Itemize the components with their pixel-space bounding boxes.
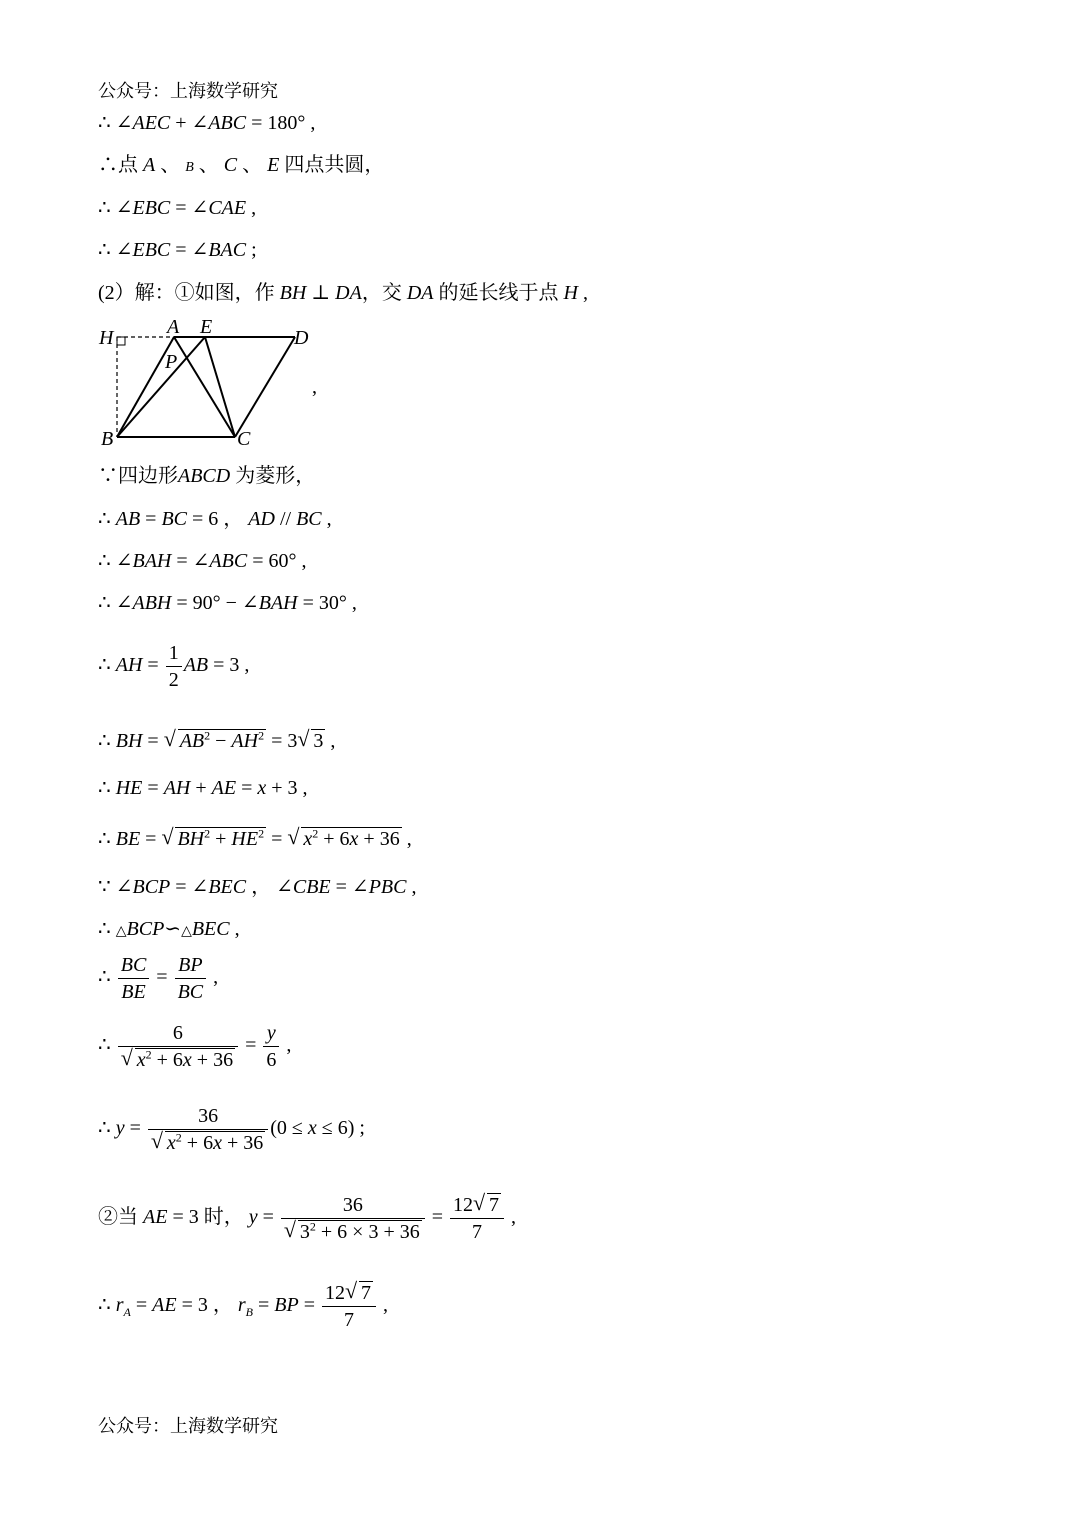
step-radii: ∴ $r_A$ = AE = 3 ， $r_B$ = BP = $\frac{12√ 7}{7}$ , — [98, 1280, 388, 1333]
step-angle-bah: ∴ ∠BAH = ∠ABC = 60° , — [98, 550, 307, 572]
label-e: E — [200, 316, 213, 338]
page-footer: 公众号：上海数学研究 — [98, 1416, 278, 1436]
label-h: H — [99, 327, 114, 349]
step-line-4: ∴ ∠EBC = ∠BAC ; — [98, 239, 257, 261]
step-ratio: ∴ $\frac{BC}{BE}$ = $\frac{BP}{BC}$ , — [98, 954, 219, 1003]
step-line-2: ∴点 A 、 B 、 C 、 E 四点共圆， — [98, 154, 385, 176]
label-b: B — [101, 428, 114, 450]
step-angle-abh: ∴ ∠ABH = 90° − ∠BAH = 30° , — [98, 592, 357, 614]
step-bh: ∴ BH = √ $AB^2 - AH^2 = 3√$ 3 , — [98, 728, 335, 754]
step-line-3: ∴ ∠EBC = ∠CAE , — [98, 197, 257, 219]
step-y-expression: ∴ y = 36 √ $x^2 + 6x + 36$ (0 ≤ x ≤ 6) ; — [98, 1103, 365, 1156]
label-p: P — [165, 351, 178, 373]
label-a: A — [167, 316, 180, 338]
page-header: 公众号：上海数学研究 — [98, 81, 278, 101]
step-ah: ∴ AH = $\frac{1}{2}$ AB = 3 , — [98, 642, 250, 691]
step-case-ae3: ②当 AE = 3 时， y = 36 √ $3^2 + 6 \times 3 + 36$ = $\frac{12√ 7}{7}$ , — [98, 1192, 516, 1245]
step-similar: ∴ △BCP∽△BEC , — [98, 918, 240, 940]
step-be: ∴ BE = √ $BH^2 + HE^2$ = √ $x^2 + 6x + 36$ , — [98, 826, 412, 852]
rhombus-diagram — [95, 315, 335, 450]
step-ratio-values: ∴ 6 √ $x^2 + 6x + 36$ = $\frac{y}{6}$ , — [98, 1020, 291, 1073]
step-sides: ∴ AB = BC = 6 ， AD // BC , — [98, 508, 332, 530]
step-line-1: ∴ ∠AEC + ∠ABC = 180° , — [98, 112, 316, 134]
step-he: ∴ HE = AH + AE = x + 3 , — [98, 777, 308, 799]
label-c: C — [237, 428, 251, 450]
part2-intro: (2）解：①如图，作 BH ⊥ DA，交 DA 的延长线于点 H , — [98, 282, 588, 304]
step-angles-equal: ∵ ∠BCP = ∠BEC ， ∠CBE = ∠PBC , — [98, 876, 417, 898]
step-rhombus: ∵四边形ABCD 为菱形， — [98, 465, 316, 487]
label-d: D — [294, 327, 309, 349]
